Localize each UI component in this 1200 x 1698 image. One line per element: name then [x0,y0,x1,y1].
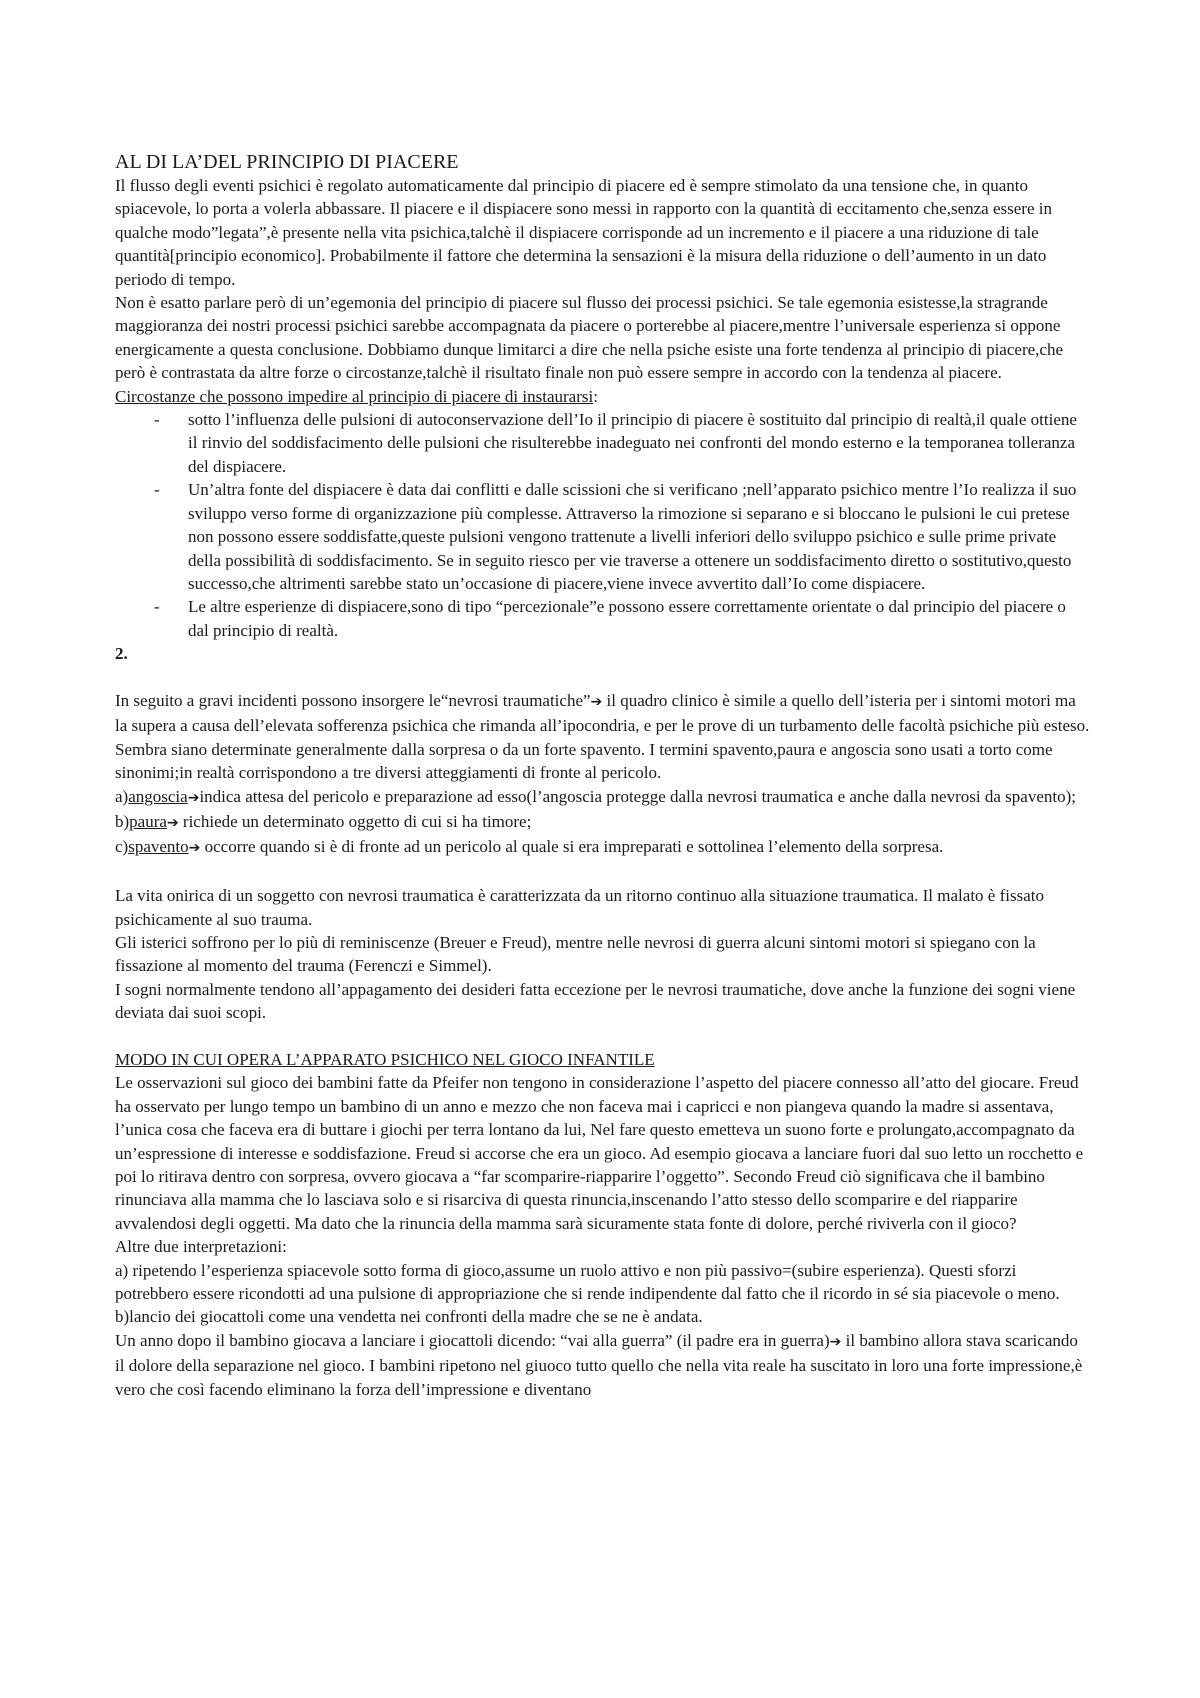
bullet-marker: - [154,410,160,430]
bullet-marker: - [154,480,160,500]
definition-prefix: c) [115,837,129,857]
circumstances-line [115,385,1090,408]
definition-term: angoscia [128,786,188,806]
definition-angoscia [115,785,1090,810]
dream-paragraph-2: Gli isterici soffrono per lo più di reminiscenze (Breuer e Freud), mentre nelle nevrosi di guerra alcuni sintomi motori si spiegano con la fissazione al momento del trauma (Ferenczi e Simmel). [115,932,1036,976]
right-arrow-icon: ➔ [187,789,200,806]
blank-line [115,666,1090,689]
circumstances-heading: Circostanze che possono impedire al principio di piacere di instaurarsi [115,386,594,406]
right-arrow-icon: ➔ [188,840,201,857]
definition-text: occorre quando si è di fronte ad un pericolo al quale si era impreparati e sottolinea l’elemento della sorpresa. [200,837,944,857]
definition-prefix: b) [115,811,130,831]
play-paragraph-5 [115,1329,1090,1401]
definition-text: richiede un determinato oggetto di cui si ha timore; [178,811,532,831]
trauma-text-b: il quadro clinico è simile a quello dell’isteria per i sintomi motori ma la supera a causa dell’elevata sofferenza psichica che rimanda all’ipocondria, e per le prove di un turbamento delle facoltà psichiche più esteso. Sembra siano determinate generalmente dalla sorpresa o da un forte spavento. I termini spavento,paura e angoscia sono usati a torto come sinonimi;in realtà corrispondono a tre diversi atteggiamenti di fronte al pericolo. [115,690,1090,783]
section-number: 2. [115,644,128,664]
dream-paragraph-3: I sogni normalmente tendono all’appagamento dei desideri fatta eccezione per le nevrosi traumatiche, dove anche la funzione dei sogni viene deviata dai suoi scopi. [115,979,1076,1023]
definition-term: spavento [128,837,189,857]
list-item [115,595,1090,642]
trauma-text-a: In seguito a gravi incidenti possono insorgere le“nevrosi traumatiche” [115,690,591,710]
play-paragraph-2: Altre due interpretazioni: [115,1237,287,1257]
play-section-heading: MODO IN CUI OPERA L’APPARATO PSICHICO NEL GIOCO INFANTILE [115,1049,655,1069]
blank-line [115,1025,1090,1048]
play-paragraph-4: b)lancio dei giocattoli come una vendetta nei confronti della madre che se ne è andata. [115,1307,703,1327]
play-paragraph-3: a) ripetendo l’esperienza spiacevole sotto forma di gioco,assume un ruolo attivo e non più passivo=(subire esperienza). Questi sforzi potrebbero essere ricondotti ad una pulsione di appropriazione che si rende indipendente dal fatto che il ricordo in sé sia piacevole o meno. [115,1260,1060,1304]
dream-paragraph-1: La vita onirica di un soggetto con nevrosi traumatica è caratterizzata da un ritorno continuo alla situazione traumatica. Il malato è fissato psichicamente al suo trauma. [115,886,1044,929]
intro-paragraph-2: Non è esatto parlare però di un’egemonia del principio di piacere sul flusso dei processi psichici. Se tale egemonia esistesse,la stragrande maggioranza dei nostri processi psichici sarebbe accompagnata da piacere o porterebbe al piacere,mentre l’universale esperienza si oppone energicamente a questa conclusione. Dobbiamo dunque limitarci a dire che nella psiche esiste una forte tendenza al principio di piacere,che però è contrastata da altre forze o circostanze,talchè il risultato finale non può essere sempre in accordo con la tendenza al piacere. [115,293,1063,383]
list-item [115,478,1090,595]
definition-paura [115,810,1090,835]
bullet-marker: - [154,597,160,617]
right-arrow-icon: ➔ [829,1333,842,1350]
circumstances-list [115,408,1090,642]
definition-term: paura [129,811,167,831]
list-item-text: Un’altra fonte del dispiacere è data dai conflitti e dalle scissioni che si verificano ;nell’apparato psichico mentre l’Io realizza il suo sviluppo verso forme di organizzazione più complesse. Attraverso la rimozione si separano e si bloccano le pulsioni le cui pretese non possono essere soddisfatte,queste pulsioni vengono trattenute a livelli inferiori dello sviluppo psichico e sulle prime private della possibilità di soddisfacimento. Se in seguito riesco per vie traverse a ottenere un soddisfacimento diretto o sostitutivo,questo successo,che altrimenti sarebbe stato un’occasione di piacere,viene invece avvertito dall’Io come dispiacere. [188,480,1077,593]
right-arrow-icon: ➔ [166,814,179,831]
document-title: AL DI LA’DEL PRINCIPIO DI PIACERE [115,151,459,173]
document-page [115,150,1090,1401]
list-item-text: sotto l’influenza delle pulsioni di autoconservazione dell’Io il principio di piacere è sostituito dal principio di realtà,il quale ottiene il rinvio del soddisfacimento delle pulsioni che risulterebbe inadeguato nei confronti del mondo esterno e la temporanea tolleranza del dispiacere. [188,410,1077,476]
definition-text: indica attesa del pericolo e preparazione ad esso(l’angoscia protegge dalla nevrosi traumatica e anche dalla nevrosi da spavento); [199,786,1076,806]
list-item-text: Le altre esperienze di dispiacere,sono di tipo “percezionale”e possono essere correttamente orientate o dal principio del piacere o dal principio di realtà. [188,597,1066,640]
trauma-paragraph [115,689,1090,785]
blank-line [115,861,1090,884]
definition-spavento [115,835,1090,860]
play-text-b: il bambino allora stava scaricando il dolore della separazione nel gioco. I bambini ripetono nel giuoco tutto quello che nella vita reale ha suscitato in loro una forte impressione,è vero che così facendo eliminano la forza dell’impressione e diventano [115,1330,1083,1399]
list-item [115,408,1090,478]
play-text-a: Un anno dopo il bambino giocava a lanciare i giocattoli dicendo: “vai alla guerra” (il padre era in guerra) [115,1330,830,1350]
circumstances-colon: : [593,386,598,406]
definition-prefix: a) [115,786,129,806]
intro-paragraph-1: Il flusso degli eventi psichici è regolato automaticamente dal principio di piacere ed è sempre stimolato da una tensione che, in quanto spiacevole, lo porta a volerla abbassare. Il piacere e il dispiacere sono messi in rapporto con la quantità di eccitamento che,senza essere in qualche modo”legata”,è presente nella vita psichica,talchè il dispiacere corrisponde ad un incremento e il piacere a una riduzione di tale quantità[principio economico]. Probabilmente il fattore che determina la sensazioni è la misura della riduzione o dell’aumento in un dato periodo di tempo. [115,176,1052,289]
right-arrow-icon: ➔ [590,693,603,710]
play-paragraph-1: Le osservazioni sul gioco dei bambini fatte da Pfeifer non tengono in considerazione l’aspetto del piacere connesso all’atto del giocare. Freud ha osservato per lungo tempo un bambino di un anno e mezzo che non faceva mai i capricci e non piangeva quando la madre si assentava, l’unica cosa che faceva era di buttare i giochi per terra lontano da lui, Nel fare questo emetteva un suono forte e prolungato,accompagnato da un’espressione di interesse e soddisfazione. Freud si accorse che era un gioco. Ad esempio giocava a lanciare fuori dal suo letto un rocchetto e poi lo ritirava dentro con sorpresa, ovvero giocava a “far scomparire-riapparire l’oggetto”. Secondo Freud ciò significava che il bambino rinunciava alla mamma che lo lasciava solo e si risarciva di questa rinuncia,inscenando l’atto stesso dello scomparire e del riapparire avvalendosi degli oggetti. Ma dato che la rinuncia della mamma sarà sicuramente stata fonte di dolore, perché riviverla con il gioco? [115,1073,1084,1233]
